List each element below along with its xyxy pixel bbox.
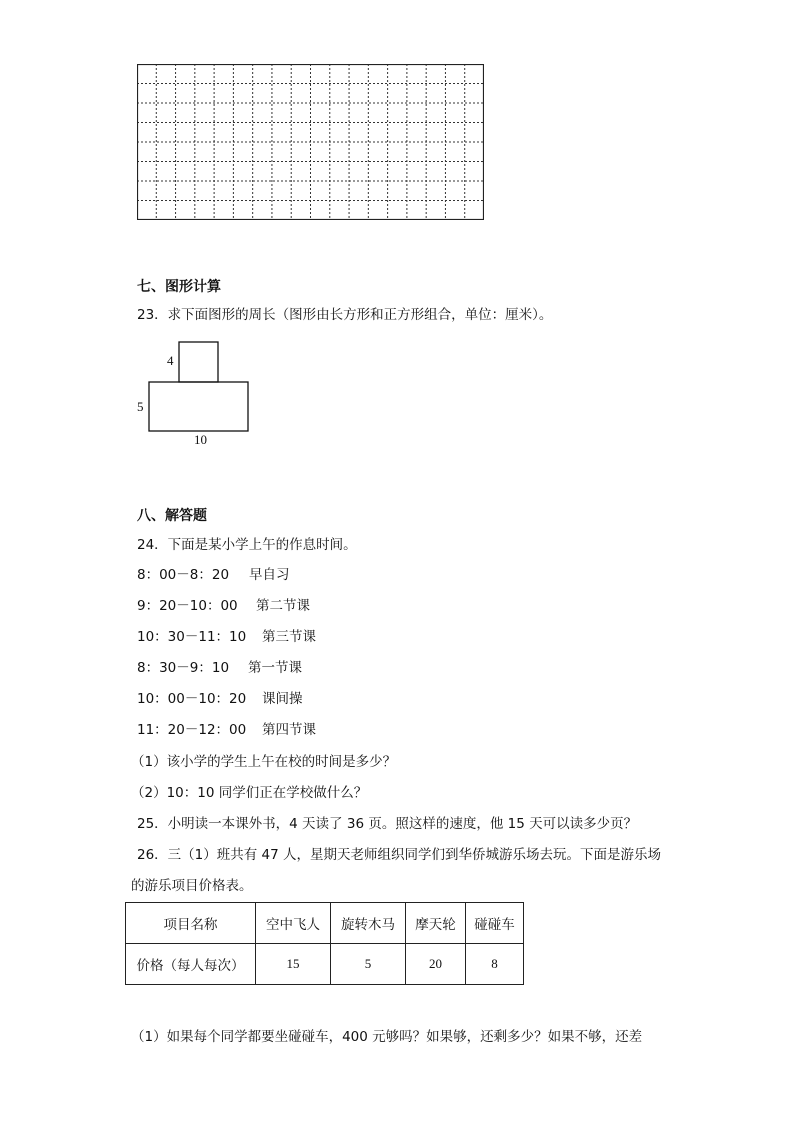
figure-square bbox=[179, 342, 218, 382]
answer-grid bbox=[137, 64, 484, 220]
schedule-activity: 课间操 bbox=[262, 691, 303, 707]
table-header-cell: 碰碰车 bbox=[466, 903, 524, 944]
section-7-heading: 七、图形计算 bbox=[137, 279, 221, 295]
table-header-cell: 旋转木马 bbox=[331, 903, 406, 944]
schedule-row bbox=[137, 720, 246, 740]
question-25: 25．小明读一本课外书，4 天读了 36 页。照这样的速度，他 15 天可以读多少页？ bbox=[137, 816, 638, 832]
schedule-row bbox=[137, 658, 229, 678]
question-26-line-2: 的游乐项目价格表。 bbox=[131, 878, 253, 894]
table-cell: 20 bbox=[406, 944, 466, 985]
schedule-activity: 第三节课 bbox=[262, 629, 316, 645]
label-rect-height: 5 bbox=[137, 399, 144, 414]
question-24-intro: 24．下面是某小学上午的作息时间。 bbox=[137, 537, 357, 553]
schedule-activity: 第四节课 bbox=[262, 722, 316, 738]
schedule-activity: 第二节课 bbox=[256, 598, 310, 614]
schedule-time: 8：30－9：10 bbox=[137, 660, 230, 676]
question-24-part-1: （1）该小学的学生上午在校的时间是多少？ bbox=[131, 754, 397, 770]
schedule-row bbox=[137, 689, 246, 709]
question-23: 23．求下面图形的周长（图形由长方形和正方形组合，单位：厘米）。 bbox=[137, 307, 553, 323]
schedule-time: 8：00－8：20 bbox=[137, 567, 230, 583]
schedule-time: 10：00－10：20 bbox=[137, 691, 247, 707]
schedule-row bbox=[137, 627, 246, 647]
table-header-cell: 空中飞人 bbox=[256, 903, 331, 944]
table-cell: 15 bbox=[256, 944, 331, 985]
label-square-side: 4 bbox=[167, 353, 174, 368]
figure-rectangle bbox=[149, 382, 248, 431]
table-header-row bbox=[126, 903, 524, 944]
schedule-row bbox=[137, 596, 238, 616]
schedule-time: 11：20－12：00 bbox=[137, 722, 247, 738]
table-cell: 价格（每人每次） bbox=[126, 944, 256, 985]
schedule-row bbox=[137, 565, 229, 585]
table-cell: 5 bbox=[331, 944, 406, 985]
schedule-time: 9：20－10：00 bbox=[137, 598, 238, 614]
question-26-part-1: （1）如果每个同学都要坐碰碰车，400 元够吗？如果够，还剩多少？如果不够，还差 bbox=[131, 1029, 643, 1045]
question-26-line-1: 26．三（1）班共有 47 人，星期天老师组织同学们到华侨城游乐场去玩。下面是游乐场 bbox=[137, 847, 662, 863]
price-table bbox=[125, 902, 524, 985]
table-cell: 8 bbox=[466, 944, 524, 985]
table-header-cell: 项目名称 bbox=[126, 903, 256, 944]
schedule-time: 10：30－11：10 bbox=[137, 629, 247, 645]
label-rect-width: 10 bbox=[194, 432, 207, 447]
schedule-activity: 早自习 bbox=[249, 567, 290, 583]
table-header-cell: 摩天轮 bbox=[406, 903, 466, 944]
table-row bbox=[126, 944, 524, 985]
schedule-activity: 第一节课 bbox=[248, 660, 302, 676]
section-8-heading: 八、解答题 bbox=[137, 508, 207, 524]
composite-figure bbox=[128, 336, 268, 452]
question-24-part-2: （2）10：10 同学们正在学校做什么？ bbox=[131, 785, 368, 801]
